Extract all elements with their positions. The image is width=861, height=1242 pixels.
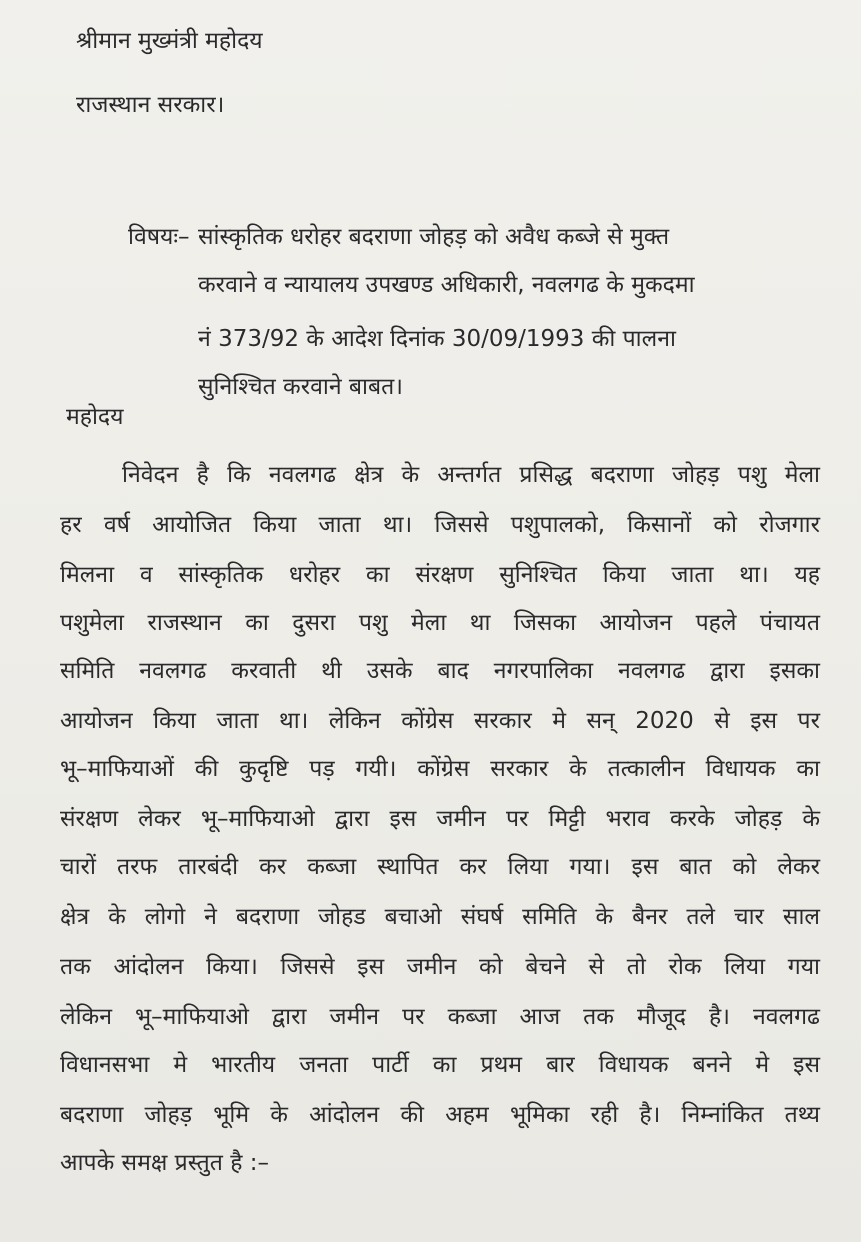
body-line-11: तक आंदोलन किया। जिससे इस जमीन को बेचने से तो रोक लिया गया xyxy=(60,954,820,980)
addressee-department: राजस्थान सरकार। xyxy=(76,92,225,118)
body-line-6: आयोजन किया जाता था। लेकिन कोंग्रेस सरकार मे सन् 2020 से इस पर xyxy=(60,708,820,734)
body-line-7: भू–माफियाओं की कुदृष्टि पड़ गयी। कोंग्रेस सरकार के तत्कालीन विधायक का xyxy=(60,756,820,782)
subject-label: विषयः– xyxy=(128,224,190,250)
body-line-14: बदराणा जोहड़ भूमि के आंदोलन की अहम भूमिका रही है। निम्नांकित तथ्य xyxy=(60,1102,820,1128)
subject-line-3: नं 373/92 के आदेश दिनांक 30/09/1993 की पालना xyxy=(198,326,676,352)
subject-line-2: करवाने व न्यायालय उपखण्ड अधिकारी, नवलगढ के मुकदमा xyxy=(198,272,695,298)
body-line-4: पशुमेला राजस्थान का दुसरा पशु मेला था जिसका आयोजन पहले पंचायत xyxy=(60,610,820,636)
body-line-3: मिलना व सांस्कृतिक धरोहर का संरक्षण सुनिश्चित किया जाता था। यह xyxy=(60,562,820,588)
subject-line-1: सांस्कृतिक धरोहर बदराणा जोहड़ को अवैध कब्जे से मुक्त xyxy=(198,224,670,250)
body-line-13: विधानसभा मे भारतीय जनता पार्टी का प्रथम बार विधायक बनने मे इस xyxy=(60,1052,820,1078)
body-line-8: संरक्षण लेकर भू–माफियाओ द्वारा इस जमीन पर मिट्टी भराव करके जोहड़ के xyxy=(60,806,820,832)
body-line-9: चारों तरफ तारबंदी कर कब्जा स्थापित कर लिया गया। इस बात को लेकर xyxy=(60,854,820,880)
salutation: महोदय xyxy=(66,404,124,430)
body-line-15: आपके समक्ष प्रस्तुत है :– xyxy=(60,1150,269,1176)
body-line-1: निवेदन है कि नवलगढ क्षेत्र के अन्तर्गत प्रसिद्ध बदराणा जोहड़ पशु मेला xyxy=(122,462,820,488)
body-line-12: लेकिन भू–माफियाओ द्वारा जमीन पर कब्जा आज तक मौजूद है। नवलगढ xyxy=(60,1004,820,1030)
addressee-line: श्रीमान मुख्मंत्री महोदय xyxy=(76,28,263,54)
body-line-10: क्षेत्र के लोगो ने बदराणा जोहड बचाओ संघर्ष समिति के बैनर तले चार साल xyxy=(60,904,820,930)
body-line-5: समिति नवलगढ करवाती थी उसके बाद नगरपालिका नवलगढ द्वारा इसका xyxy=(60,658,820,684)
subject-line-4: सुनिश्चित करवाने बाबत। xyxy=(198,374,403,400)
body-line-2: हर वर्ष आयोजित किया जाता था। जिससे पशुपालको, किसानों को रोजगार xyxy=(60,512,820,538)
